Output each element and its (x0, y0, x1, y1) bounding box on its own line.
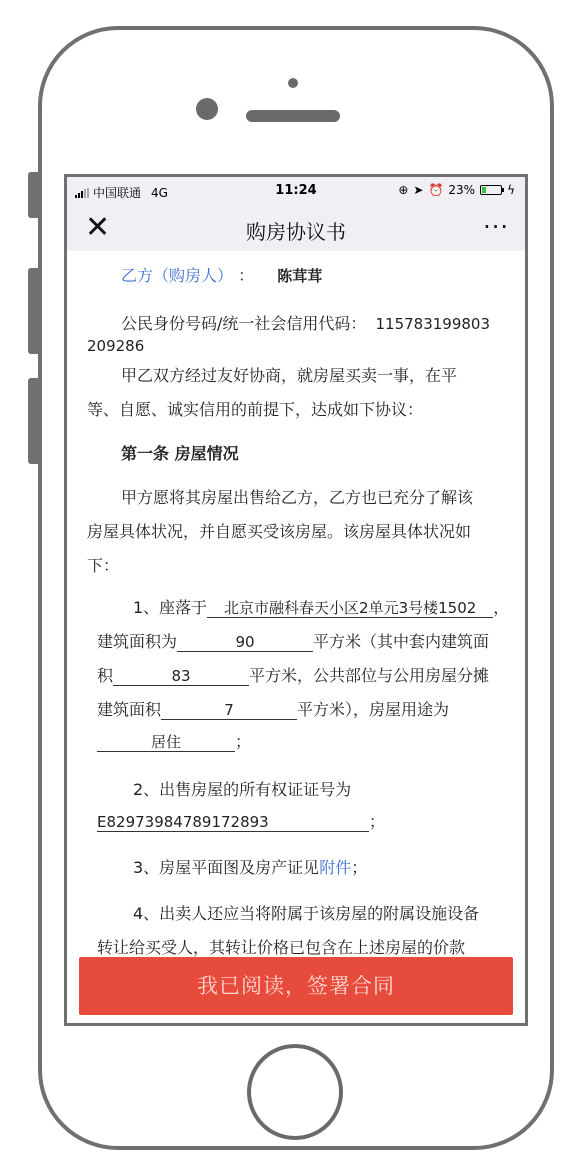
item-3-row (133, 857, 367, 879)
charging-icon: ϟ (507, 183, 515, 197)
proximity-sensor (288, 78, 298, 88)
item-1-shared-area-row (97, 699, 449, 721)
location-field: 北京市融科春天小区2单元3号楼1502 (207, 599, 493, 618)
item-2-text: 2、出售房屋的所有权证证号为 (133, 780, 352, 799)
intro-line-1: 甲乙双方经过友好协商，就房屋买卖一事，在平 (121, 366, 458, 385)
intro-line-2: 等、自愿、诚实信用的前提下，达成如下协议： (87, 400, 424, 419)
home-button[interactable] (247, 1044, 343, 1140)
volume-down-button (28, 378, 40, 464)
phone-screen (64, 174, 528, 1026)
comma: ， (493, 598, 510, 617)
semicolon: ； (369, 812, 386, 831)
item-1-location-row (133, 597, 509, 619)
area-suffix: 平方米（其中套内建筑面 (313, 632, 490, 651)
page-title: 购房协议书 (246, 220, 346, 244)
id-label: 公民身份号码/统一社会信用代码： (121, 314, 367, 333)
area-label: 建筑面积为 (97, 632, 178, 651)
status-time: 11:24 (275, 183, 317, 198)
carrier-name: 中国联通 (93, 186, 142, 200)
use-field: 居住 (97, 733, 235, 752)
item-3-text: 3、房屋平面图及房产证见 (133, 858, 320, 877)
network-type: 4G (151, 185, 168, 200)
article-1-line-1: 甲方愿将其房屋出售给乙方，乙方也已充分了解该 (121, 488, 474, 507)
cert-number-field: E82973984789172893 (97, 813, 369, 832)
close-icon[interactable]: ✕ (85, 210, 111, 245)
party-b-row (121, 265, 322, 287)
shared-area-label: 建筑面积 (97, 700, 162, 719)
item-1-inner-area-row (97, 665, 489, 687)
location-icon: ➤ (413, 183, 424, 197)
item-4-line-2: 转让给买受人，其转让价格已包含在上述房屋的价款 (97, 938, 466, 957)
id-value-part2: 209286 (87, 337, 145, 355)
lock-rotation-icon: ⊕ (398, 183, 409, 197)
item-1-use-row (97, 731, 251, 753)
volume-up-button (28, 268, 40, 354)
sign-contract-button[interactable]: 我已阅读，签署合同 (79, 957, 513, 1015)
mute-switch (28, 172, 40, 218)
colon: ： (238, 266, 255, 285)
area-field: 90 (177, 633, 313, 652)
more-icon[interactable]: ··· (483, 213, 509, 241)
status-bar (67, 177, 525, 205)
item-2-cert-row (97, 811, 385, 833)
nav-bar (67, 205, 525, 251)
shared-area-suffix: 平方米），房屋用途为 (297, 700, 450, 719)
article-1-title: 第一条 房屋情况 (121, 444, 239, 463)
party-b-name: 陈茸茸 (277, 267, 323, 285)
inner-area-suffix: 平方米，公共部位与公用房屋分摊 (249, 666, 490, 685)
alarm-icon: ⏰ (428, 183, 444, 197)
agreement-content (67, 251, 525, 1023)
inner-area-label: 积 (97, 666, 114, 685)
inner-area-field: 83 (113, 667, 249, 686)
front-camera (196, 98, 218, 120)
semicolon: ； (235, 732, 252, 751)
id-value-part1: 115783199803 (375, 315, 491, 333)
article-1-line-3: 下： (87, 556, 120, 575)
earpiece-speaker (246, 110, 340, 122)
semicolon: ； (351, 858, 368, 877)
item-1-prefix: 1、座落于 (133, 598, 208, 617)
item-4-line-1: 4、出卖人还应当将附属于该房屋的附属设施设备 (133, 904, 480, 923)
shared-area-field: 7 (161, 701, 297, 720)
attachment-link[interactable]: 附件 (319, 858, 352, 877)
party-b-label[interactable]: 乙方（购房人） (121, 266, 234, 285)
battery-icon (480, 185, 502, 195)
article-1-line-2: 房屋具体状况，并自愿买受该房屋。该房屋具体状况如 (87, 522, 472, 541)
battery-percent: 23% (448, 183, 476, 197)
item-1-area-row (97, 631, 489, 653)
id-row (121, 313, 490, 335)
